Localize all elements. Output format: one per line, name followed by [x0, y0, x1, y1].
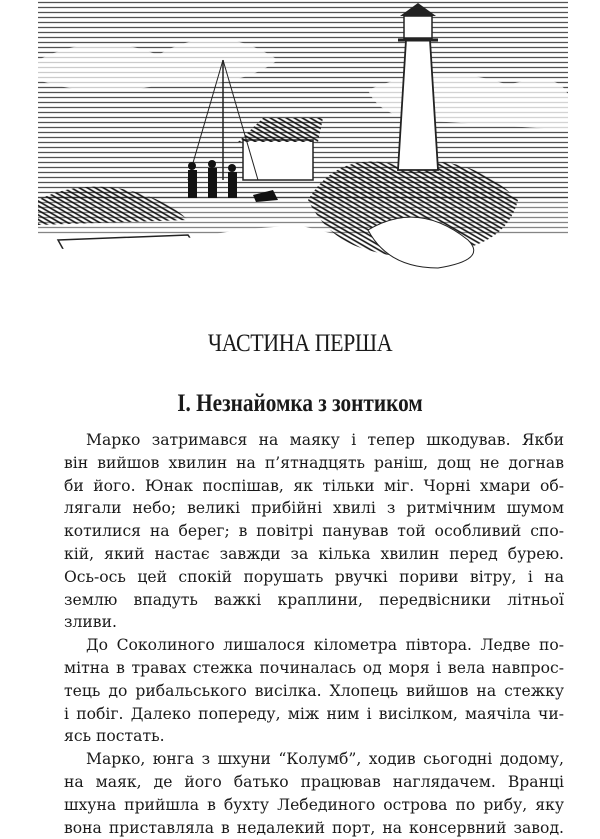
chapter-body-text	[64, 429, 564, 839]
text-line: мітна в травах стежка починалась од моря і вела навпрос-	[64, 658, 564, 677]
chapter-title: I. Незнайомка з зонтиком	[177, 390, 423, 417]
text-line: Марко затримався на маяку і тепер шкодував. Якби	[86, 431, 564, 449]
text-line: би його. Юнак поспішав, як тільки міг. Чорні хмари об-	[64, 476, 564, 495]
text-line: шхуна прийшла в бухту Лебединого острова по рибу, яку	[64, 795, 564, 814]
text-line: котилися на берег; в повітрі панував той особливий спо-	[64, 522, 564, 541]
text-line: ясь постать.	[64, 727, 165, 746]
text-line: До Соколиного лишалося кілометра півтора. Ледве по-	[86, 636, 564, 655]
text-line: вона приставляла в недалекий порт, на консервний завод.	[64, 818, 564, 837]
part-title: ЧАСТИНА ПЕРША	[207, 330, 393, 357]
text-line: він вийшов хвилин на п’ятнадцять раніш, дощ не догнав	[64, 453, 564, 472]
text-line: зливи.	[64, 613, 117, 632]
text-line: тець до рибальського висілка. Хлопець вийшов на стежку	[64, 681, 564, 700]
lighthouse-illustration	[38, 0, 568, 278]
text-line: землю впадуть важкі краплини, передвісники літньої	[64, 590, 564, 609]
text-line: Марко, юнга з шхуни “Колумб”, ходив сьогодні додому,	[86, 750, 564, 769]
text-line: і побіг. Далеко попереду, між ним і висілком, маячіла чи-	[64, 704, 564, 723]
text-line: Ось-ось цей спокій порушать рвучкі пориви вітру, і на	[64, 567, 564, 586]
text-line: кій, який настає завжди за кілька хвилин перед бурею.	[64, 544, 564, 563]
text-line: на маяк, де його батько працював наглядачем. Вранці	[64, 772, 564, 791]
text-line: лягали небо; великі прибійні хвилі з ритмічним шумом	[64, 499, 564, 518]
